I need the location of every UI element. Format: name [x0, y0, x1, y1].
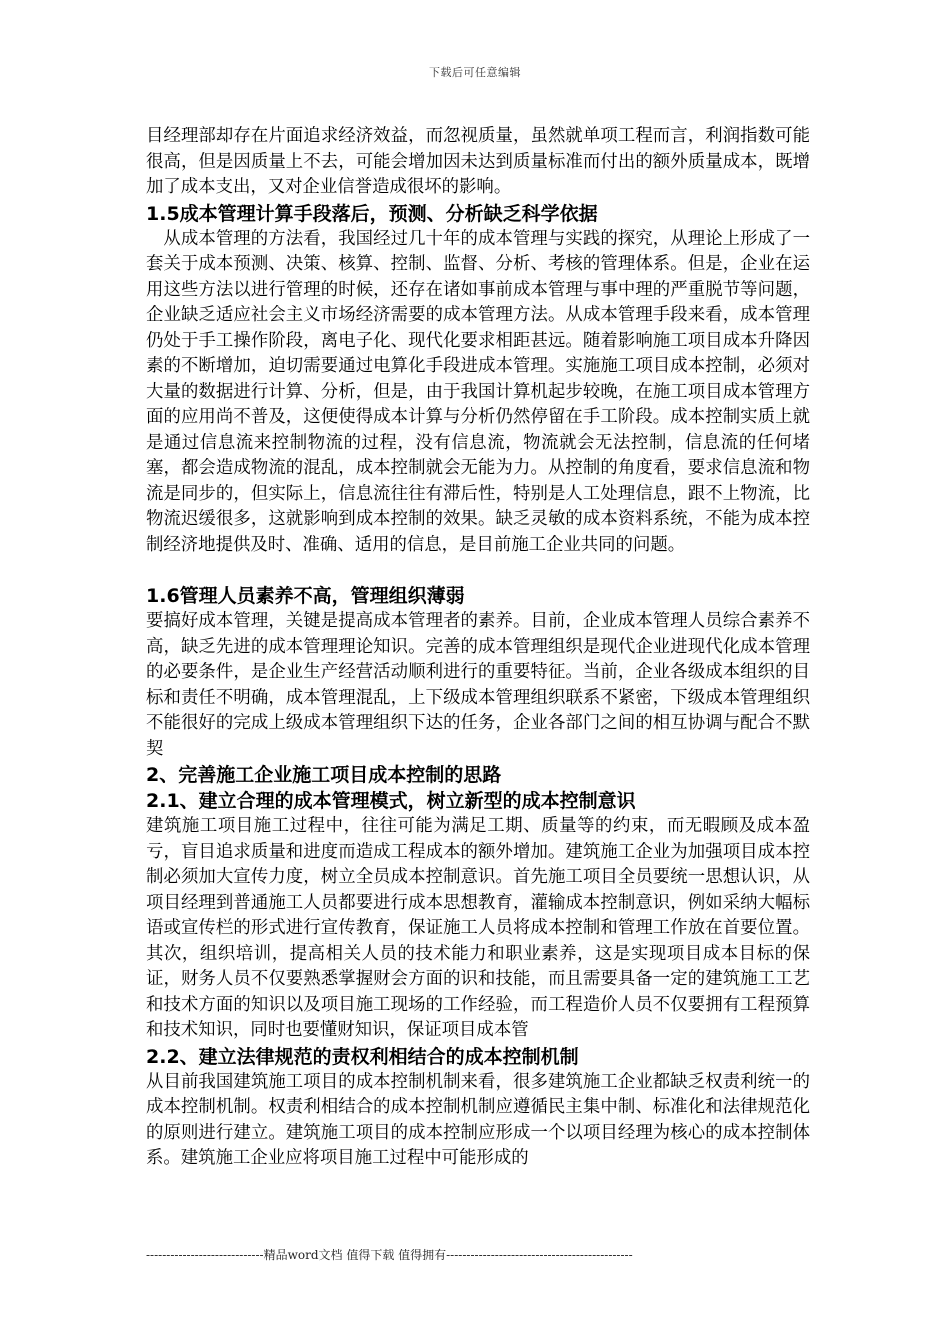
blank-line: [146, 558, 810, 583]
paragraph-2-2: 从目前我国建筑施工项目的成本控制机制来看，很多建筑施工企业都缺乏权责利统一的成本控制机制。权责利相结合的成本控制机制应遵循民主集中制、标准化和法律规范化的原则进行建立。建筑施工项目的成本控制应形成一个以项目经理为核心的成本控制体系。建筑施工企业应将项目施工过程中可能形成的: [146, 1071, 810, 1168]
paragraph-intro: 目经理部却存在片面追求经济效益，而忽视质量，虽然就单项工程而言，利润指数可能很高，但是因质量上不去，可能会增加因未达到质量标准而付出的额外质量成本，既增加了成本支出，又对企业信誉造成很坏的影响。: [146, 126, 810, 197]
page-header: 下载后可任意编辑: [429, 66, 521, 79]
heading-1-5: 1.5成本管理计算手段落后，预测、分析缺乏科学依据: [146, 202, 598, 225]
heading-2: 2、完善施工企业施工项目成本控制的思路: [146, 764, 502, 786]
paragraph-1-5: 从成本管理的方法看，我国经过几十年的成本管理与实践的探究，从理论上形成了一套关于成本预测、决策、核算、控制、监督、分析、考核的管理体系。但是，企业在运用这些方法以进行管理的时候，还存在诸如事前成本管理与事中理的严重脱节等问题，企业缺乏适应社会主义市场经济需要的成本管理方法。从成本管理手段来看，成本管理仍处于手工操作阶段，离电子化、现代化要求相距甚远。随着影响施工项目成本升降因素的不断增加，迫切需要通过电算化手段进成本管理。实施施工项目成本控制，必须对大量的数据进行计算、分析，但是，由于我国计算机起步较晚，在施工项目成本管理方面的应用尚不普及，这便使得成本计算与分析仍然停留在手工阶段。成本控制实质上就是通过信息流来控制物流的过程，没有信息流，物流就会无法控制，信息流的任何堵塞，都会造成物流的混乱，成本控制就会无能为力。从控制的角度看，要求信息流和物流是同步的，但实际上，信息流往往有滞后性，特别是人工处理信息，跟不上物流，比物流迟缓很多，这就影响到成本控制的效果。缺乏灵敏的成本资料系统，不能为成本控制经济地提供及时、准确、适用的信息，是目前施工企业共同的问题。: [146, 228, 810, 555]
page-footer: -----------------------------精品word文档 值得下载 值得拥有----------------------------------------------: [146, 1248, 633, 1262]
heading-1-6: 1.6管理人员素养不高，管理组织薄弱: [146, 585, 465, 607]
heading-2-1: 2.1、建立合理的成本管理模式，树立新型的成本控制意识: [146, 790, 636, 812]
document-body: [146, 124, 810, 1172]
paragraph-1-6: 要搞好成本管理，关键是提高成本管理者的素养。目前，企业成本管理人员综合素养不高，缺乏先进的成本管理理论知识。完善的成本管理组织是现代企业进现代化成本管理的必要条件，是企业生产经营活动顺利进行的重要特征。当前，企业各级成本组织的目标和责任不明确，成本管理混乱，上下级成本管理组织联系不紧密，下级成本管理组织不能很好的完成上级成本管理组织下达的任务，企业各部门之间的相互协调与配合不默契: [146, 611, 810, 759]
heading-2-2: 2.2、建立法律规范的责权利相结合的成本控制机制: [146, 1045, 579, 1068]
paragraph-2-1: 建筑施工项目施工过程中，往往可能为满足工期、质量等的约束，而无暇顾及成本盈亏，盲目追求质量和进度而造成工程成本的额外增加。建筑施工企业为加强项目成本控制必须加大宣传力度，树立全员成本控制意识。首先施工项目全员要统一思想认识，从项目经理到普通施工人员都要进行成本思想教育，灌输成本控制意识，例如采纳大幅标语或宣传栏的形式进行宣传教育，保证施工人员将成本控制和管理工作放在首要位置。其次，组织培训，提高相关人员的技术能力和职业素养，这是实现项目成本目标的保证，财务人员不仅要熟悉掌握财会方面的识和技能，而且需要具备一定的建筑施工工艺和技术方面的知识以及项目施工现场的工作经验，而工程造价人员不仅要拥有工程预算和技术知识，同时也要懂财知识，保证项目成本管: [146, 816, 810, 1040]
